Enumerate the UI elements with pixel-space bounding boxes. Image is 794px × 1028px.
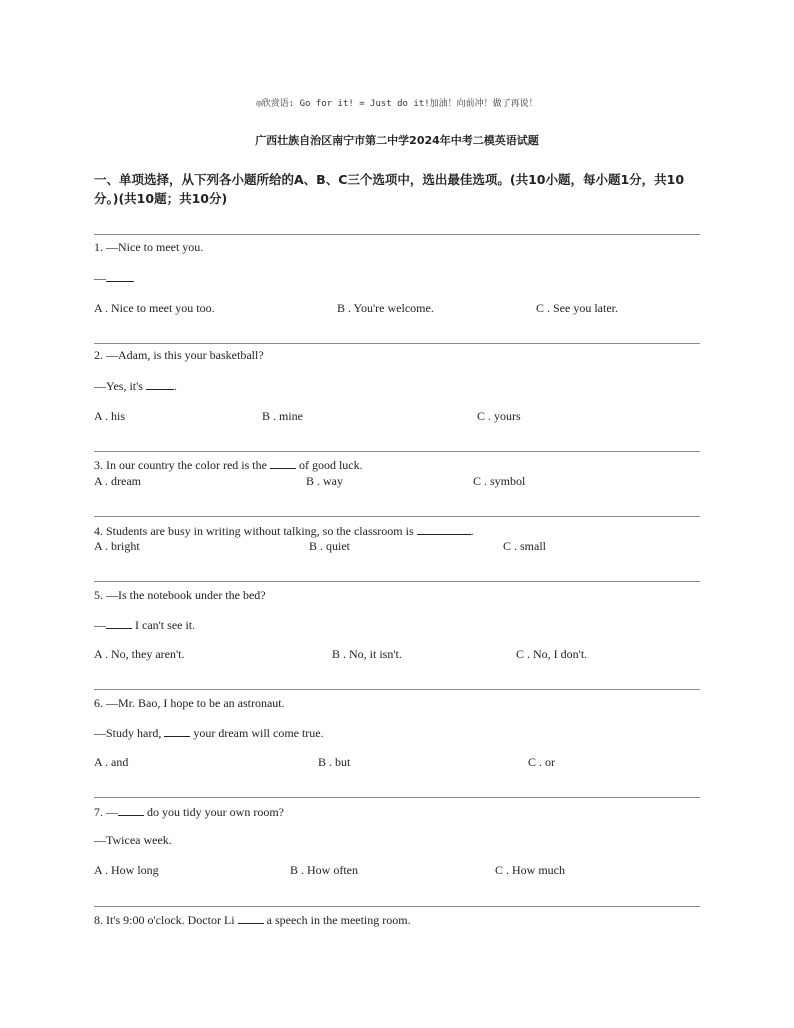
question-2-reply: —Yes, it's .	[94, 379, 177, 393]
question-5-option-a[interactable]: A . No, they aren't.	[94, 647, 185, 661]
question-6-stem: 6. —Mr. Bao, I hope to be an astronaut.	[94, 696, 285, 710]
divider	[94, 689, 700, 690]
answer-blank	[106, 270, 134, 282]
question-7-option-c[interactable]: C . How much	[495, 863, 565, 877]
question-1-reply: —	[94, 270, 134, 286]
question-4-option-b[interactable]: B . quiet	[309, 539, 350, 553]
divider	[94, 906, 700, 907]
divider	[94, 234, 700, 235]
question-5-reply: — I can't see it.	[94, 618, 196, 632]
question-1-option-c[interactable]: C . See you later.	[536, 301, 618, 315]
answer-blank	[106, 617, 132, 629]
question-6-option-a[interactable]: A . and	[94, 755, 129, 769]
question-2-option-b[interactable]: B . mine	[262, 409, 303, 423]
question-2-stem: 2. —Adam, is this your basketball?	[94, 348, 264, 362]
question-7-stem: 7. — do you tidy your own room?	[94, 805, 284, 819]
divider	[94, 516, 700, 517]
question-3-option-c[interactable]: C . symbol	[473, 474, 526, 488]
question-3-option-a[interactable]: A . dream	[94, 474, 141, 488]
answer-blank	[164, 725, 190, 737]
question-8-stem: 8. It's 9:00 o'clock. Doctor Li a speech in the meeting room.	[94, 913, 411, 927]
question-3-option-b[interactable]: B . way	[306, 474, 343, 488]
question-1-option-a[interactable]: A . Nice to meet you too.	[94, 301, 215, 315]
question-2-option-a[interactable]: A . his	[94, 409, 126, 423]
answer-blank	[118, 804, 144, 816]
exam-title: 广西壮族自治区南宁市第二中学2024年中考二模英语试题	[255, 134, 539, 147]
section-instruction: 一、单项选择，从下列各小题所给的A、B、C三个选项中，选出最佳选项。(共10小题，每小题1分，共10分。)(共10题；共10分)	[94, 172, 685, 206]
question-1-option-b[interactable]: B . You're welcome.	[337, 301, 434, 315]
question-3-stem: 3. In our country the color red is the of good luck.	[94, 458, 363, 472]
question-6-reply: —Study hard, your dream will come true.	[94, 726, 324, 740]
question-6-option-c[interactable]: C . or	[528, 755, 555, 769]
divider	[94, 451, 700, 452]
question-2-option-c[interactable]: C . yours	[477, 409, 521, 423]
answer-blank	[417, 523, 471, 535]
answer-blank	[146, 378, 174, 390]
question-7-option-b[interactable]: B . How often	[290, 863, 358, 877]
question-5-stem: 5. —Is the notebook under the bed?	[94, 588, 266, 602]
question-1-stem: 1. —Nice to meet you.	[94, 240, 204, 254]
divider	[94, 797, 700, 798]
answer-blank	[270, 457, 296, 469]
question-6-option-b[interactable]: B . but	[318, 755, 351, 769]
motto-line: ◎欣赏语: Go for it! = Just do it!加油！向前冲！做了再说！	[256, 99, 538, 109]
question-4-stem: 4. Students are busy in writing without talking, so the classroom is .	[94, 524, 474, 538]
question-7-option-a[interactable]: A . How long	[94, 863, 159, 877]
question-5-option-b[interactable]: B . No, it isn't.	[332, 647, 402, 661]
question-4-option-a[interactable]: A . bright	[94, 539, 140, 553]
question-4-option-c[interactable]: C . small	[503, 539, 547, 553]
divider	[94, 343, 700, 344]
answer-blank	[238, 912, 264, 924]
question-7-reply: —Twicea week.	[94, 833, 172, 847]
divider	[94, 581, 700, 582]
question-5-option-c[interactable]: C . No, I don't.	[516, 647, 588, 661]
